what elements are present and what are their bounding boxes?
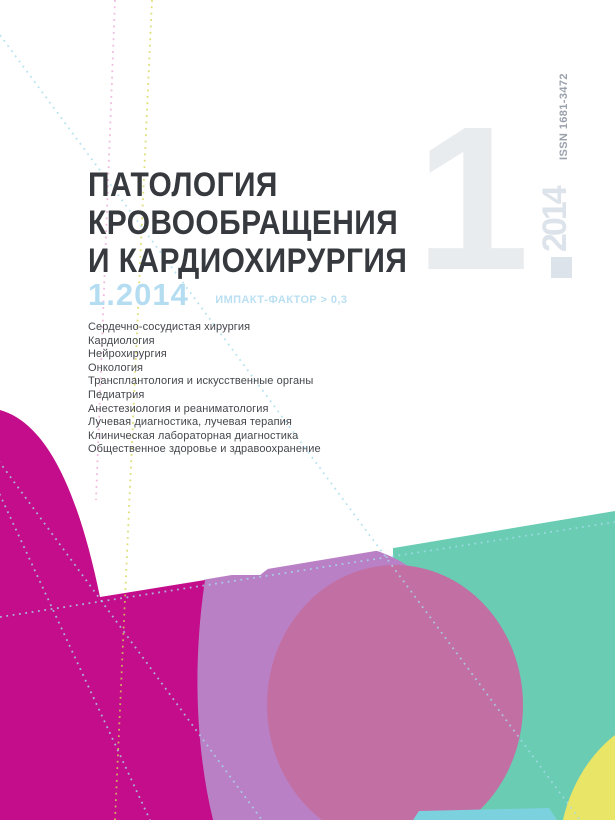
journal-title-line: КРОВООБРАЩЕНИЯ [88,204,399,242]
topic-item: Клиническая лабораторная диагностика [88,429,299,442]
year-vertical-label: 2014 [536,188,574,252]
issue-number-watermark: 1 [415,84,530,313]
topic-item: Общественное здоровье и здравоохранение [88,443,321,456]
year-square [551,257,572,278]
issue-line [88,277,347,313]
issn-label: ISSN 1681-3472 [558,73,570,160]
journal-title-line: ПАТОЛОГИЯ [88,166,278,204]
topic-item: Педиатрия [88,388,145,401]
topic-item: Анестезиология и реаниматология [88,402,269,415]
topic-item: Лучевая диагностика, лучевая терапия [88,416,292,429]
topics-list [88,321,321,457]
topic-item: Нейрохирургия [88,348,167,361]
journal-title-line: И КАРДИОХИРУРГИЯ [88,242,408,280]
impact-factor-note: ИМПАКТ-ФАКТОР > 0,3 [215,294,348,306]
issue-number: 1.2014 [88,277,189,312]
journal-title [88,166,407,280]
topic-item: Кардиология [88,334,155,347]
topic-item: Трансплантология и искусственные органы [88,375,314,388]
topic-item: Сердечно-сосудистая хирургия [88,321,251,333]
topic-item: Онкология [88,361,144,374]
